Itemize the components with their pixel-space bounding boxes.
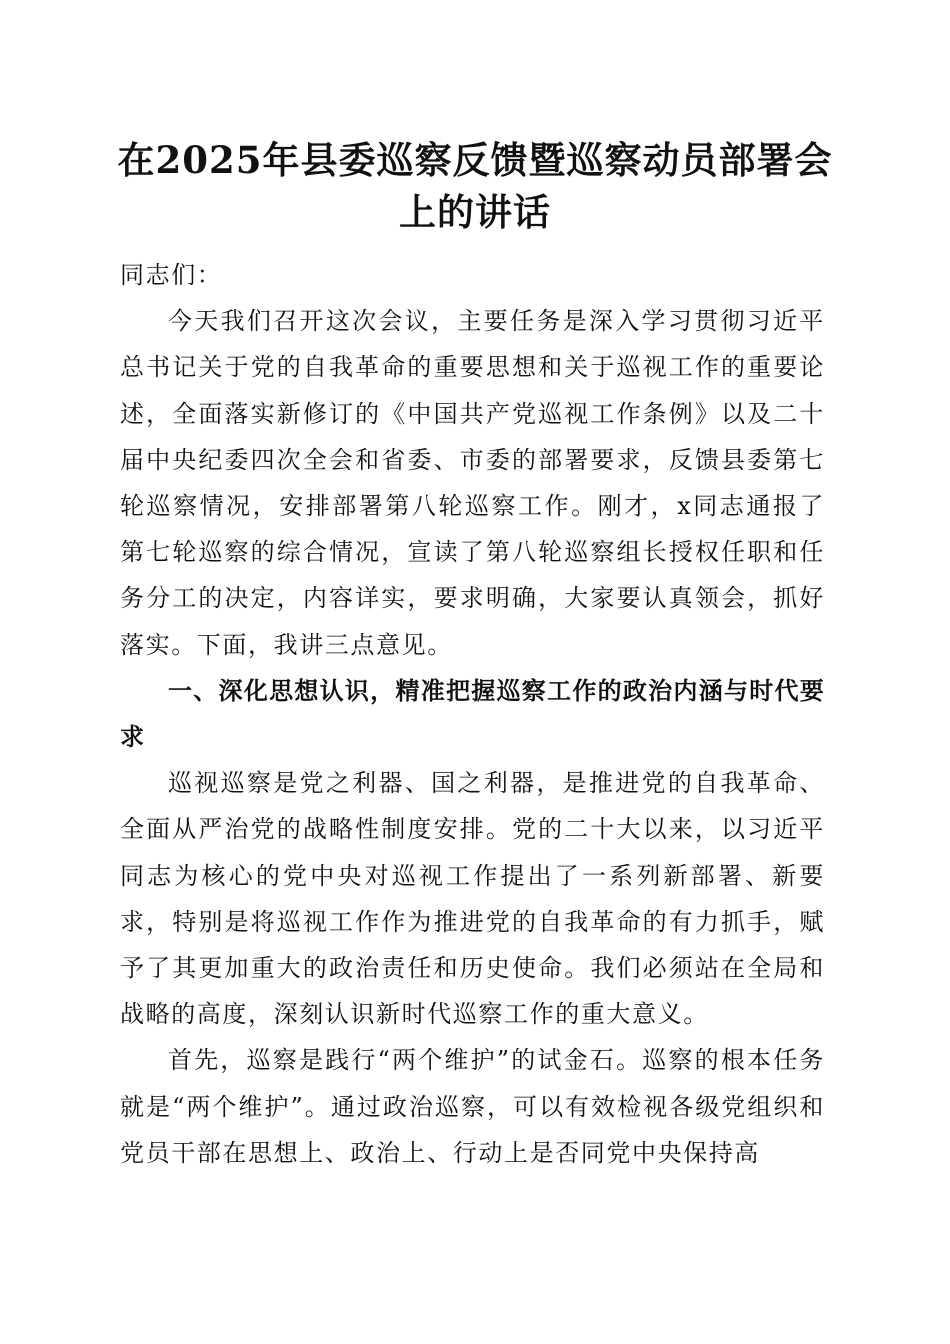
document-body xyxy=(120,252,825,1176)
paragraph-first-point: 首先，巡察是践行“两个维护”的试金石。巡察的根本任务就是“两个维护”。通过政治巡察，可以有效检视各级党组织和党员干部在思想上、政治上、行动上是否同党中央保持高 xyxy=(120,1046,825,1167)
salutation: 同志们： xyxy=(120,261,223,289)
paragraph-intro: 今天我们召开这次会议，主要任务是深入学习贯彻习近平总书记关于党的自我革命的重要思想和关于巡视工作的重要论述，全面落实新修订的《中国共产党巡视工作条例》以及二十届中央纪委四次全会和省委、市委的部署要求，反馈县委第七轮巡察情况，安排部署第八轮巡察工作。刚才，x同志通报了第七轮巡察的综合情况，宣读了第八轮巡察组长授权任职和任务分工的决定，内容详实，要求明确，大家要认真领会，抓好落实。下面，我讲三点意见。 xyxy=(120,307,825,659)
paragraph-section-one: 巡视巡察是党之利器、国之利器，是推进党的自我革命、全面从严治党的战略性制度安排。党的二十大以来，以习近平同志为核心的党中央对巡视工作提出了一系列新部署、新要求，特别是将巡视工作作为推进党的自我革命的有力抓手，赋予了其更加重大的政治责任和历史使命。我们必须站在全局和战略的高度，深刻认识新时代巡察工作的重大意义。 xyxy=(120,769,825,1029)
document-title: 在2025年县委巡察反馈暨巡察动员部署会上的讲话 xyxy=(117,138,833,234)
section-heading-one: 一、深化思想认识，精准把握巡察工作的政治内涵与时代要求 xyxy=(120,676,825,752)
